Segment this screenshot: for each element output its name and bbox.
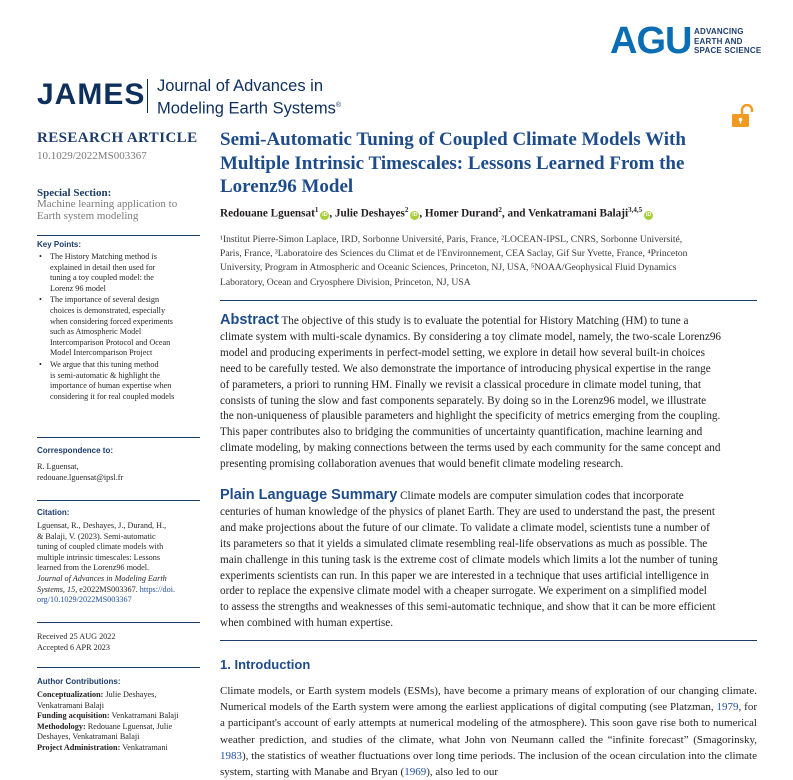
section-rule — [220, 300, 757, 301]
correspondence-email-link[interactable]: redouane.lguensat@ipsl.fr — [37, 473, 124, 482]
citation-heading: Citation: — [37, 508, 70, 517]
introduction-heading: 1. Introduction — [220, 657, 311, 672]
citation-text: Lguensat, R., Deshayes, J., Durand, H., & Balaji, V. (2023). Semi-automatic tuning of coupled climate models with multiple intrinsic timescales: Lessons learned from the Lorenz96 model. Journal of Advances in Modeling Earth Systems, 15, e2022MS003367. https://doi. org/10.1029/2022MS003367 — [37, 521, 197, 606]
reference-link[interactable]: 1983 — [220, 749, 242, 762]
pls-label: Plain Language Summary — [220, 487, 398, 503]
author-contributions-heading: Author Contributions: — [37, 677, 121, 686]
special-section-text: Machine learning application to Earth system modeling — [37, 198, 178, 222]
author-name: Homer Durand — [424, 207, 499, 220]
open-lock-icon[interactable] — [731, 104, 759, 128]
author-contributions-list — [37, 690, 197, 754]
citation-doi-link[interactable]: https://doi. — [139, 584, 176, 594]
agu-tagline: ADVANCING EARTH AND SPACE SCIENCE — [694, 27, 762, 55]
reference-link[interactable]: 1969 — [404, 766, 427, 779]
contribution-entry: Project Administration: Venkatramani — [37, 742, 168, 752]
key-point: • The History Matching method is explained in detail then used for tuning a toy coupled model: the Lorenz 96 model — [37, 252, 197, 294]
author-name: Julie Deshayes — [334, 207, 405, 220]
section-rule — [220, 640, 757, 641]
journal-full-name: Journal of Advances in Modeling Earth Systems® — [157, 77, 341, 118]
journal-divider — [147, 79, 148, 113]
sidebar-rule — [37, 500, 200, 501]
article-doi: 10.1029/2022MS003367 — [37, 150, 147, 162]
article-title: Semi-Automatic Tuning of Coupled Climate Models With Multiple Intrinsic Timescales: Lessons Learned From the Lorenz96 Model — [220, 129, 686, 197]
received-date: Received 25 AUG 2022 — [37, 632, 116, 641]
author-name: Redouane Lguensat — [220, 207, 315, 220]
contribution-entry: Methodology: Redouane Lguensat, Julie Deshayes, Venkatramani Balaji — [37, 721, 173, 742]
key-point: • We argue that this tuning method is semi-automatic & highlight the importance of human expertise when considering it for real coupled models — [37, 360, 197, 402]
plain-language-summary: Plain Language Summary Climate models are computer simulation codes that incorporate centuries of human knowledge of the physics of planet Earth. They are used to understand the past, the present and make projections about the future of our climate. To validate a climate model, scientists tune a number of its parameters so that it yields a simulated climate resembling real-life observations as much as possible. The main challenge in this tuning task is the extreme cost of climate models which limits a lot the number of tuning experiments scientists can run. In this paper we are interested in a technique that uses artificial intelligence in order to replace the expensive climate model with a cheaper surrogate. We experiment on a simplified model to assess the strengths and weaknesses of this semi-automatic technique, and show that it can be more efficient when combined with human expertise. — [220, 487, 718, 630]
special-section-heading: Special Section: — [37, 187, 112, 199]
key-points-heading: Key Points: — [37, 240, 82, 249]
orcid-icon[interactable]: iD — [322, 211, 328, 218]
correspondence-heading: Correspondence to: — [37, 446, 114, 455]
orcid-icon[interactable]: iD — [412, 211, 418, 218]
author-list: Redouane Lguensat$^1$iD , Julie Deshayes$^2$iD , Homer Durand$^2$, and Venkatramani Balaji$^{3,4,5}$iD — [220, 206, 652, 220]
key-point: • The importance of several design choices is demonstrated, especially when considering forced experiments such as Atmospheric Model Intercomparison Protocol and Ocean Model Intercomparison Project — [37, 295, 197, 359]
sidebar-rule — [37, 667, 200, 668]
journal-short-name: JAMES — [37, 78, 146, 111]
introduction-text: Climate models, or Earth system models (ESMs), have become a primary means of exploration of our changing climate. Numerical models of the Earth system were among the earliest applications of digital computing (see Platzman, 1979, for a participant's account of early attempts at numerical modeling of the atmosphere). This soon gave rise both to numerical weather prediction, and studies of the climate, what John von Neumann called the “infinite forecast” (Smagorinsky, 1983), the statistics of weather fluctuations over long time periods. The inclusion of the ocean circulation into the climate system, starting with Manabe and Bryan (1969), also led to our — [220, 685, 757, 779]
accepted-date: Accepted 6 APR 2023 — [37, 643, 110, 652]
affiliations: ¹Institut Pierre-Simon Laplace, IRD, Sorbonne Université, Paris, France, ²LOCEAN-IPSL, CNRS, Sorbonne Université, Paris, France, ³Laboratoire des Sciences du Climat et de l'Environnement, CEA Saclay, Gif Sur Yvette, France, ⁴Princeton University, Program in Atmospheric and Oceanic Sciences, Princeton, NJ, USA, ⁵NOAA/Geophysical Fluid Dynamics Laboratory, Ocean and Cryosphere Division, Princeton, NJ, USA — [220, 234, 688, 288]
abstract: Abstract The objective of this study is to evaluate the potential for History Matching (HM) to tune a climate system with multi-scale dynamics. By considering a toy climate model, namely, the two-scale Lorenz96 model and producing experiments in perfect-model setting, we explore in detail how several built-in choices need to be carefully tested. We also demonstrate the importance of introducing physical expertise in the range of parameters, a priori to running HM. Finally we revisit a classical procedure in climate model tuning, that consists of tuning the slow and fast components separately. By doing so in the Lorenz96 model, we illustrate the non-uniqueness of plausible parameters and highlight the specificity of metrics emerging from the coupling. This paper contributes also to bridging the communities of uncertainty quantification, machine learning and climate modeling, by making connections between the terms used by each community for the same concept and presenting promising collaboration avenues that would benefit climate modeling research. — [220, 312, 722, 471]
author-name: Venkatramani Balaji — [528, 207, 629, 220]
citation-doi-link[interactable]: org/10.1029/2022MS003367 — [37, 595, 132, 605]
sidebar-rule — [37, 622, 200, 623]
orcid-icon[interactable]: iD — [645, 211, 652, 218]
article-type: RESEARCH ARTICLE — [37, 130, 198, 146]
abstract-label: Abstract — [220, 312, 279, 328]
agu-logo: AGU — [610, 20, 692, 62]
reference-link[interactable]: 1979 — [716, 701, 739, 714]
sidebar-rule — [37, 437, 200, 438]
contribution-entry: Conceptualization: Julie Deshayes, Venkatramani Balaji — [37, 690, 157, 710]
sidebar-rule — [37, 235, 200, 236]
contribution-entry: Funding acquisition: Venkatramani Balaji — [37, 711, 179, 721]
key-points-list — [37, 252, 197, 403]
correspondence-name: R. Lguensat, — [37, 462, 79, 471]
